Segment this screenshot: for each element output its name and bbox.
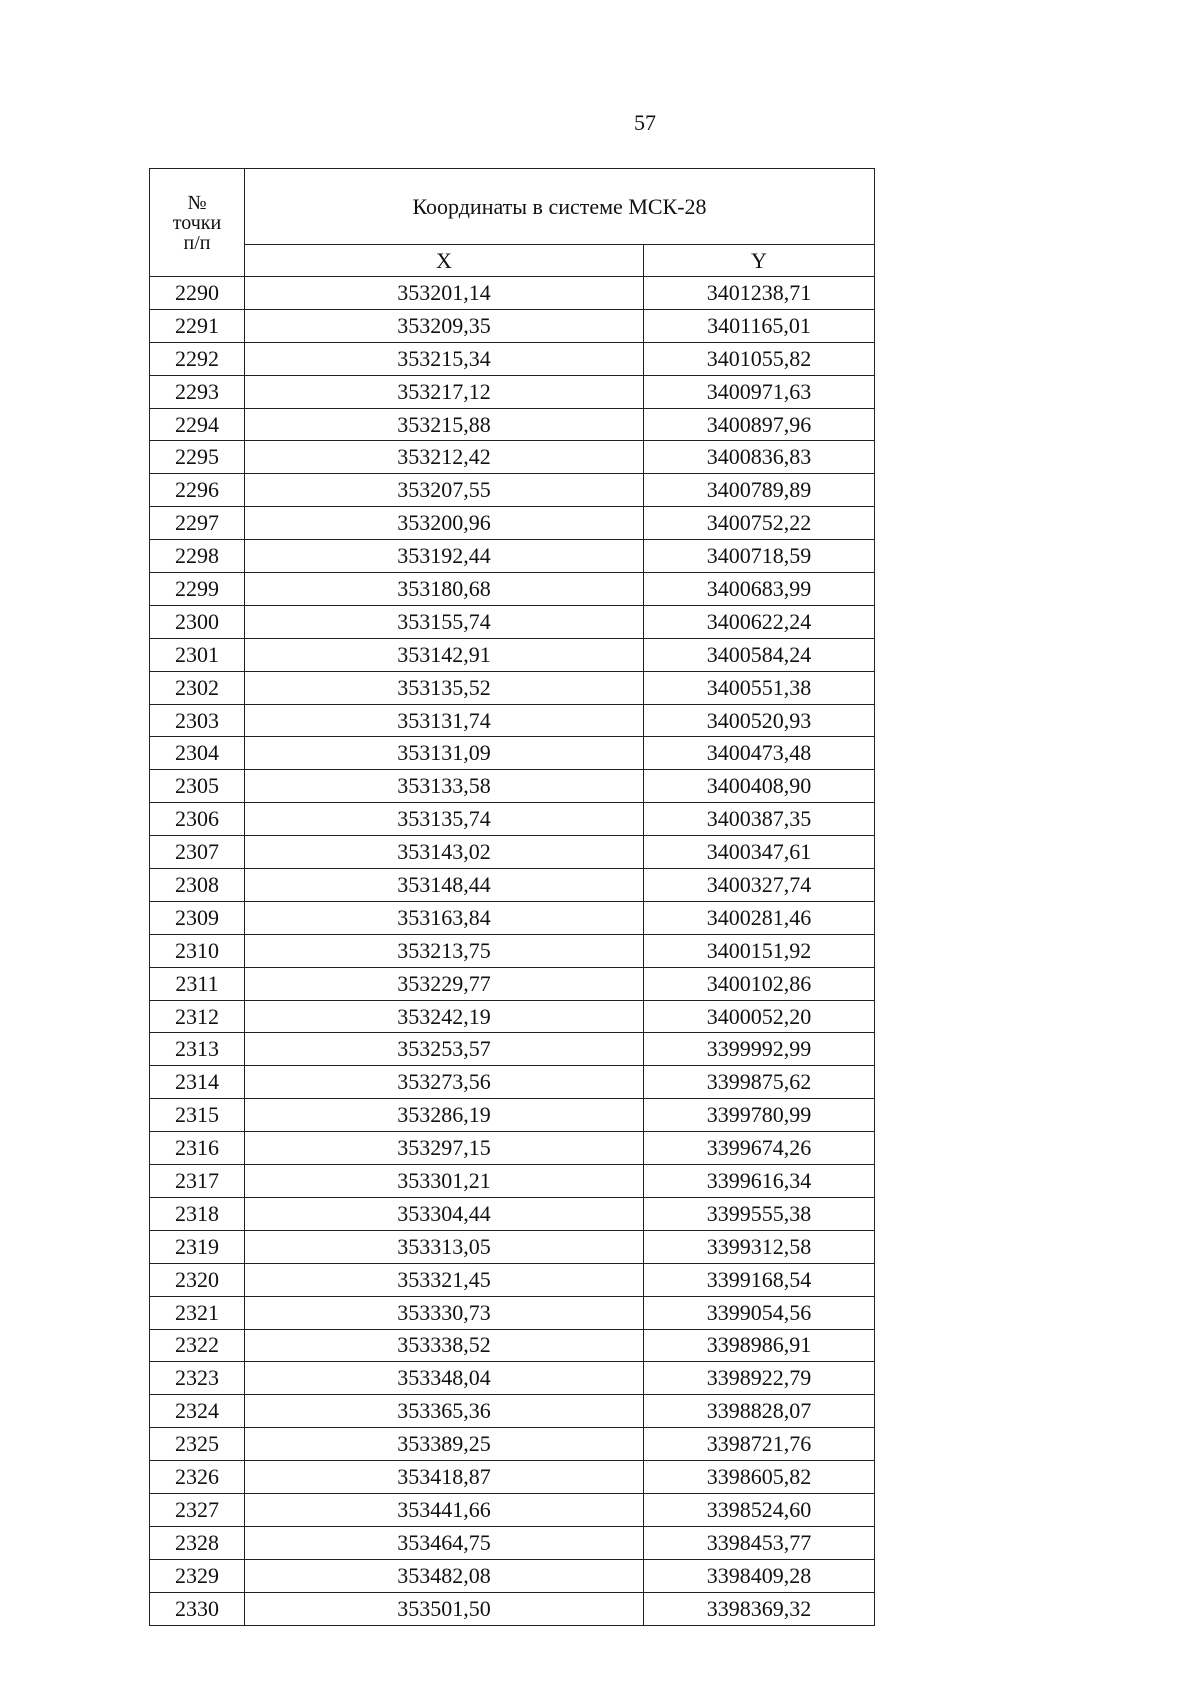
y-coordinate-cell: 3399616,34 — [644, 1165, 875, 1198]
point-number-cell: 2317 — [150, 1165, 245, 1198]
table-row — [150, 1263, 875, 1296]
y-coordinate-cell: 3400052,20 — [644, 1000, 875, 1033]
point-number-cell: 2325 — [150, 1428, 245, 1461]
table-row — [150, 836, 875, 869]
y-coordinate-cell: 3398828,07 — [644, 1395, 875, 1428]
y-coordinate-cell: 3400327,74 — [644, 869, 875, 902]
y-coordinate-cell: 3400836,83 — [644, 441, 875, 474]
y-coordinate-cell: 3399674,26 — [644, 1132, 875, 1165]
point-number-header-line: № — [187, 191, 207, 214]
table-row — [150, 1395, 875, 1428]
point-number-cell: 2295 — [150, 441, 245, 474]
table-row — [150, 277, 875, 310]
y-coordinate-cell: 3398922,79 — [644, 1362, 875, 1395]
y-coordinate-cell: 3399312,58 — [644, 1230, 875, 1263]
x-coordinate-cell: 353464,75 — [245, 1526, 644, 1559]
point-number-cell: 2312 — [150, 1000, 245, 1033]
point-number-cell: 2310 — [150, 934, 245, 967]
point-number-cell: 2296 — [150, 474, 245, 507]
x-coordinate-cell: 353242,19 — [245, 1000, 644, 1033]
point-number-cell: 2320 — [150, 1263, 245, 1296]
point-number-cell: 2323 — [150, 1362, 245, 1395]
x-coordinate-cell: 353215,88 — [245, 408, 644, 441]
point-number-cell: 2313 — [150, 1033, 245, 1066]
y-coordinate-cell: 3401165,01 — [644, 309, 875, 342]
coordinates-header: Координаты в системе МСК-28 — [245, 169, 875, 245]
point-number-cell: 2311 — [150, 967, 245, 1000]
point-number-cell: 2321 — [150, 1296, 245, 1329]
y-coordinate-cell: 3401238,71 — [644, 277, 875, 310]
y-coordinate-cell: 3398605,82 — [644, 1461, 875, 1494]
point-number-cell: 2297 — [150, 507, 245, 540]
table-row — [150, 1000, 875, 1033]
point-number-cell: 2306 — [150, 803, 245, 836]
point-number-cell: 2309 — [150, 901, 245, 934]
x-coordinate-cell: 353304,44 — [245, 1197, 644, 1230]
x-coordinate-cell: 353180,68 — [245, 573, 644, 606]
x-coordinate-cell: 353131,09 — [245, 737, 644, 770]
table-row — [150, 1461, 875, 1494]
x-coordinate-cell: 353215,34 — [245, 342, 644, 375]
x-coordinate-cell: 353200,96 — [245, 507, 644, 540]
table-row — [150, 573, 875, 606]
table-row — [150, 1362, 875, 1395]
table-row — [150, 1329, 875, 1362]
point-number-cell: 2292 — [150, 342, 245, 375]
point-number-cell: 2327 — [150, 1493, 245, 1526]
table-row — [150, 638, 875, 671]
table-row — [150, 1493, 875, 1526]
y-coordinate-cell: 3398524,60 — [644, 1493, 875, 1526]
table-row — [150, 375, 875, 408]
x-coordinate-cell: 353131,74 — [245, 704, 644, 737]
y-coordinate-cell: 3400520,93 — [644, 704, 875, 737]
table-row — [150, 967, 875, 1000]
y-coordinate-cell: 3400151,92 — [644, 934, 875, 967]
y-coordinate-cell: 3400551,38 — [644, 671, 875, 704]
x-coordinate-cell: 353365,36 — [245, 1395, 644, 1428]
y-coordinate-cell: 3400584,24 — [644, 638, 875, 671]
point-number-header-line: точки — [172, 211, 222, 234]
table-row — [150, 1066, 875, 1099]
y-coordinate-cell: 3401055,82 — [644, 342, 875, 375]
y-coordinate-cell: 3400387,35 — [644, 803, 875, 836]
x-coordinate-cell: 353163,84 — [245, 901, 644, 934]
x-coordinate-cell: 353212,42 — [245, 441, 644, 474]
x-coordinate-cell: 353301,21 — [245, 1165, 644, 1198]
table-row — [150, 441, 875, 474]
x-coordinate-cell: 353135,52 — [245, 671, 644, 704]
x-coordinate-cell: 353217,12 — [245, 375, 644, 408]
x-coordinate-cell: 353286,19 — [245, 1099, 644, 1132]
point-number-cell: 2290 — [150, 277, 245, 310]
x-coordinate-cell: 353142,91 — [245, 638, 644, 671]
y-coordinate-cell: 3398721,76 — [644, 1428, 875, 1461]
point-number-cell: 2322 — [150, 1329, 245, 1362]
y-coordinate-cell: 3399054,56 — [644, 1296, 875, 1329]
table-row — [150, 1033, 875, 1066]
point-number-cell: 2308 — [150, 869, 245, 902]
x-coordinate-cell: 353348,04 — [245, 1362, 644, 1395]
table-row — [150, 1132, 875, 1165]
table-row — [150, 1165, 875, 1198]
point-number-cell: 2301 — [150, 638, 245, 671]
table-row — [150, 1296, 875, 1329]
y-coordinate-cell: 3398409,28 — [644, 1559, 875, 1592]
table-row — [150, 671, 875, 704]
point-number-cell: 2316 — [150, 1132, 245, 1165]
coordinates-table — [149, 168, 875, 1626]
point-number-cell: 2315 — [150, 1099, 245, 1132]
table-row — [150, 474, 875, 507]
y-coordinate-cell: 3398453,77 — [644, 1526, 875, 1559]
y-coordinate-cell: 3400683,99 — [644, 573, 875, 606]
y-coordinate-cell: 3400789,89 — [644, 474, 875, 507]
x-coordinate-cell: 353213,75 — [245, 934, 644, 967]
x-coordinate-cell: 353192,44 — [245, 540, 644, 573]
x-coordinate-cell: 353321,45 — [245, 1263, 644, 1296]
x-coordinate-cell: 353135,74 — [245, 803, 644, 836]
table-row — [150, 803, 875, 836]
point-number-cell: 2328 — [150, 1526, 245, 1559]
y-coordinate-cell: 3400718,59 — [644, 540, 875, 573]
x-coordinate-cell: 353482,08 — [245, 1559, 644, 1592]
table-row — [150, 1526, 875, 1559]
x-column-header: X — [245, 245, 644, 277]
table-row — [150, 605, 875, 638]
y-coordinate-cell: 3398369,32 — [644, 1592, 875, 1625]
point-number-cell: 2298 — [150, 540, 245, 573]
point-number-cell: 2324 — [150, 1395, 245, 1428]
point-number-cell: 2294 — [150, 408, 245, 441]
x-coordinate-cell: 353501,50 — [245, 1592, 644, 1625]
x-coordinate-cell: 353418,87 — [245, 1461, 644, 1494]
y-coordinate-cell: 3399780,99 — [644, 1099, 875, 1132]
table-row — [150, 1099, 875, 1132]
y-coordinate-cell: 3400897,96 — [644, 408, 875, 441]
point-number-cell: 2291 — [150, 309, 245, 342]
x-coordinate-cell: 353389,25 — [245, 1428, 644, 1461]
point-number-header-line: п/п — [183, 231, 211, 254]
table-row — [150, 1559, 875, 1592]
x-coordinate-cell: 353313,05 — [245, 1230, 644, 1263]
table-row — [150, 737, 875, 770]
table-row — [150, 869, 875, 902]
y-coordinate-cell: 3400752,22 — [644, 507, 875, 540]
point-number-cell: 2314 — [150, 1066, 245, 1099]
page-number: 57 — [634, 110, 656, 135]
table-row — [150, 901, 875, 934]
table-row — [150, 1592, 875, 1625]
point-number-cell: 2304 — [150, 737, 245, 770]
table-row — [150, 408, 875, 441]
y-coordinate-cell: 3400347,61 — [644, 836, 875, 869]
table-row — [150, 1197, 875, 1230]
table-row — [150, 342, 875, 375]
y-coordinate-cell: 3399168,54 — [644, 1263, 875, 1296]
y-coordinate-cell: 3400473,48 — [644, 737, 875, 770]
y-coordinate-cell: 3399992,99 — [644, 1033, 875, 1066]
point-number-cell: 2326 — [150, 1461, 245, 1494]
point-number-cell: 2329 — [150, 1559, 245, 1592]
x-coordinate-cell: 353209,35 — [245, 309, 644, 342]
y-coordinate-cell: 3399875,62 — [644, 1066, 875, 1099]
point-number-cell: 2300 — [150, 605, 245, 638]
y-coordinate-cell: 3400102,86 — [644, 967, 875, 1000]
y-coordinate-cell: 3398986,91 — [644, 1329, 875, 1362]
table-body — [150, 277, 875, 1626]
x-coordinate-cell: 353338,52 — [245, 1329, 644, 1362]
table-row — [150, 1230, 875, 1263]
x-coordinate-cell: 353330,73 — [245, 1296, 644, 1329]
point-number-cell: 2318 — [150, 1197, 245, 1230]
x-coordinate-cell: 353155,74 — [245, 605, 644, 638]
table-row — [150, 704, 875, 737]
x-coordinate-cell: 353201,14 — [245, 277, 644, 310]
x-coordinate-cell: 353148,44 — [245, 869, 644, 902]
table-row — [150, 770, 875, 803]
point-number-cell: 2305 — [150, 770, 245, 803]
table-row — [150, 309, 875, 342]
point-number-cell: 2293 — [150, 375, 245, 408]
x-coordinate-cell: 353441,66 — [245, 1493, 644, 1526]
y-coordinate-cell: 3400281,46 — [644, 901, 875, 934]
point-number-cell: 2319 — [150, 1230, 245, 1263]
table-row — [150, 1428, 875, 1461]
point-number-cell: 2302 — [150, 671, 245, 704]
table-row — [150, 540, 875, 573]
y-column-header: Y — [644, 245, 875, 277]
y-coordinate-cell: 3399555,38 — [644, 1197, 875, 1230]
point-number-header — [150, 169, 245, 277]
point-number-cell: 2307 — [150, 836, 245, 869]
x-coordinate-cell: 353207,55 — [245, 474, 644, 507]
table-row — [150, 507, 875, 540]
point-number-cell: 2330 — [150, 1592, 245, 1625]
y-coordinate-cell: 3400971,63 — [644, 375, 875, 408]
x-coordinate-cell: 353143,02 — [245, 836, 644, 869]
point-number-cell: 2303 — [150, 704, 245, 737]
point-number-cell: 2299 — [150, 573, 245, 606]
x-coordinate-cell: 353133,58 — [245, 770, 644, 803]
y-coordinate-cell: 3400408,90 — [644, 770, 875, 803]
y-coordinate-cell: 3400622,24 — [644, 605, 875, 638]
x-coordinate-cell: 353253,57 — [245, 1033, 644, 1066]
x-coordinate-cell: 353297,15 — [245, 1132, 644, 1165]
x-coordinate-cell: 353273,56 — [245, 1066, 644, 1099]
table-row — [150, 934, 875, 967]
x-coordinate-cell: 353229,77 — [245, 967, 644, 1000]
